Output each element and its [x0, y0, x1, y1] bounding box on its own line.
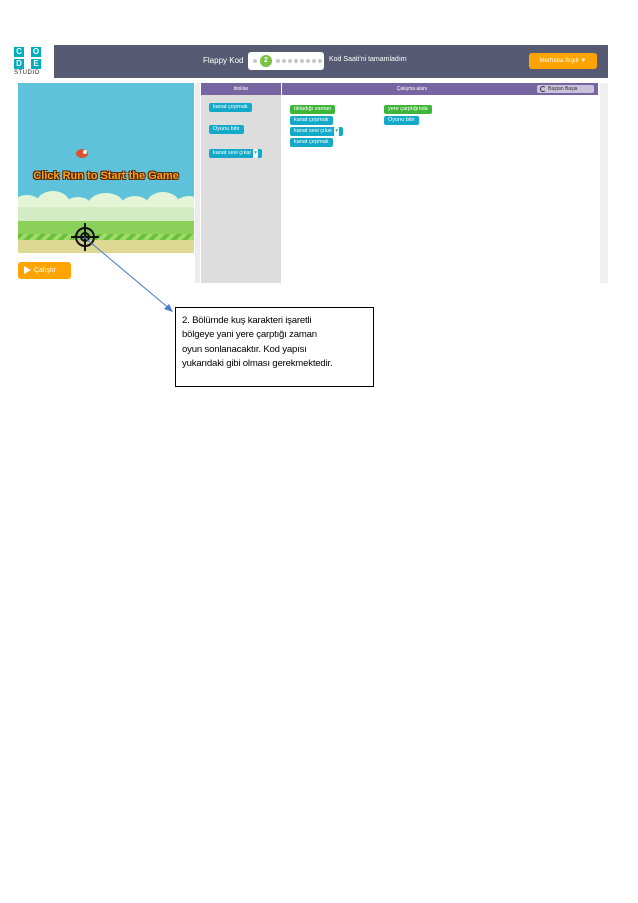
level-dot[interactable] [306, 59, 310, 63]
grass-strip [18, 221, 194, 234]
flappy-bird-icon [76, 149, 88, 158]
level-dot[interactable] [312, 59, 316, 63]
logo-letter-o: O [32, 47, 40, 56]
level-progress [248, 52, 324, 70]
toolbox-block-play-sound[interactable] [209, 149, 262, 158]
workspace-title: Çalışma alanı [396, 86, 428, 92]
restart-label: Baştan Başla [548, 86, 578, 92]
top-bar [8, 45, 608, 78]
workspace-header [282, 83, 598, 95]
level-dot[interactable] [288, 59, 292, 63]
user-menu-button[interactable]: Merhaba Sıgılı ▼ [529, 53, 597, 69]
block-label: Oyunu bitir [388, 117, 415, 123]
bird-eye [83, 150, 87, 154]
current-level-badge[interactable]: 2 [260, 55, 272, 67]
toolbox-block-end-game[interactable] [209, 125, 244, 134]
blocks-toolbox [201, 83, 281, 283]
workspace-block-flap[interactable] [290, 116, 333, 125]
level-dot[interactable] [276, 59, 280, 63]
level-title: Flappy Kod [203, 56, 244, 65]
code-workspace[interactable] [282, 83, 598, 283]
restart-button[interactable] [537, 85, 594, 93]
play-icon [24, 266, 31, 274]
start-game-banner: Click Run to Start the Game [33, 170, 179, 182]
block-label: kanat çırpmak [213, 104, 248, 110]
chevron-down-icon[interactable]: ▾ [254, 150, 257, 156]
logo-subtitle: STUDIO [14, 70, 40, 76]
run-button[interactable] [18, 262, 71, 279]
caption-box [175, 307, 374, 387]
block-label: kanat çırpmak [294, 117, 329, 123]
game-canvas[interactable] [18, 83, 194, 253]
panel-divider[interactable] [195, 83, 200, 283]
block-label: yere çarptığında [388, 106, 428, 112]
workspace-block-end-game[interactable] [384, 116, 419, 125]
workspace-block-flap[interactable] [290, 138, 333, 147]
block-label: kanat çırpmak [294, 139, 329, 145]
event-block-on-click[interactable] [290, 105, 335, 114]
level-dot[interactable] [282, 59, 286, 63]
block-label: tıkladığı zaman [294, 106, 332, 112]
crosshair-inner-ring [80, 232, 90, 242]
hour-of-code-status: Kod Saati'ni tamamladım [329, 56, 407, 63]
block-label: kanat sesi çıkar [294, 128, 333, 134]
block-label: Oyunu bitir [213, 126, 240, 132]
level-dot[interactable] [300, 59, 304, 63]
workspace-block-play-sound[interactable] [290, 127, 343, 136]
toolbox-header: bloklar [201, 83, 281, 95]
event-block-hit-ground[interactable] [384, 105, 432, 114]
logo-letter-d: D [14, 59, 24, 69]
caption-text: 2. Bölümde kuş karakteri işaretli bölgeye yani yere çarptığı zaman oyun sonlanacaktır. Kod yapısı yukarıdaki gibi olması gerekmektedir. [182, 315, 333, 370]
workspace-scrollbar[interactable] [600, 83, 608, 283]
code-studio-logo[interactable] [8, 45, 54, 78]
ground [18, 240, 194, 253]
block-label: kanat sesi çıkar [213, 150, 252, 156]
level-dot[interactable] [318, 59, 322, 63]
code-studio-screenshot [8, 45, 608, 283]
level-dot[interactable] [253, 59, 257, 63]
run-button-label: Çalıştır [34, 267, 57, 274]
chevron-down-icon[interactable]: ▾ [335, 128, 338, 134]
level-dot[interactable] [294, 59, 298, 63]
toolbox-block-flap[interactable] [209, 103, 252, 112]
logo-letter-c: C [14, 47, 24, 57]
restart-icon [540, 86, 546, 92]
arrow-head-icon [164, 304, 173, 312]
logo-letter-e: E [31, 59, 41, 69]
crosshair-target-icon [75, 227, 95, 247]
